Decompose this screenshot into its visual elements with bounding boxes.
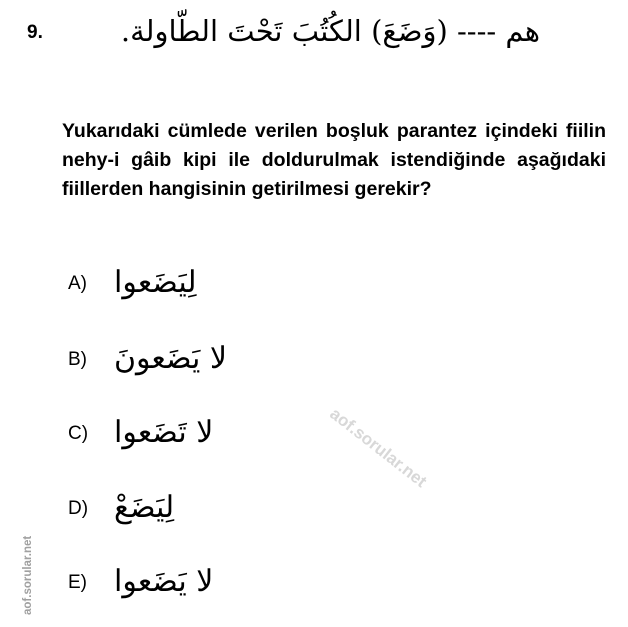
option-letter: C) bbox=[68, 423, 89, 444]
option-letter: D) bbox=[68, 498, 89, 519]
option-arabic-text: لا يَضَعونَ bbox=[114, 341, 228, 376]
watermark-side: aof.sorular.net bbox=[22, 535, 34, 615]
option-e[interactable] bbox=[68, 564, 268, 614]
watermark-diagonal: aof.sorular.net bbox=[326, 404, 431, 492]
option-b[interactable] bbox=[68, 341, 268, 391]
option-arabic-text: لا يَضَعوا bbox=[114, 564, 214, 599]
option-c[interactable] bbox=[68, 415, 268, 465]
option-a[interactable] bbox=[68, 265, 268, 315]
arabic-sentence: هم ---- (وَضَعَ) الكُتُبَ تَحْتَ الطّاولة. bbox=[120, 14, 540, 48]
option-letter: A) bbox=[68, 273, 87, 294]
option-letter: B) bbox=[68, 349, 87, 370]
option-arabic-text: لِيَضَعْ bbox=[114, 490, 175, 525]
question-text: Yukarıdaki cümlede verilen boşluk parantez içindeki fiilin nehy-i gâib kipi ile doldurulmak istendiğinde aşağıdaki fiillerden hangisinin getirilmesi gerekir? bbox=[62, 120, 606, 200]
option-arabic-text: لِيَضَعوا bbox=[114, 265, 197, 300]
option-arabic-text: لا تَضَعوا bbox=[114, 415, 214, 450]
option-d[interactable] bbox=[68, 490, 268, 540]
option-letter: E) bbox=[68, 572, 87, 593]
question-number: 9. bbox=[27, 22, 43, 43]
